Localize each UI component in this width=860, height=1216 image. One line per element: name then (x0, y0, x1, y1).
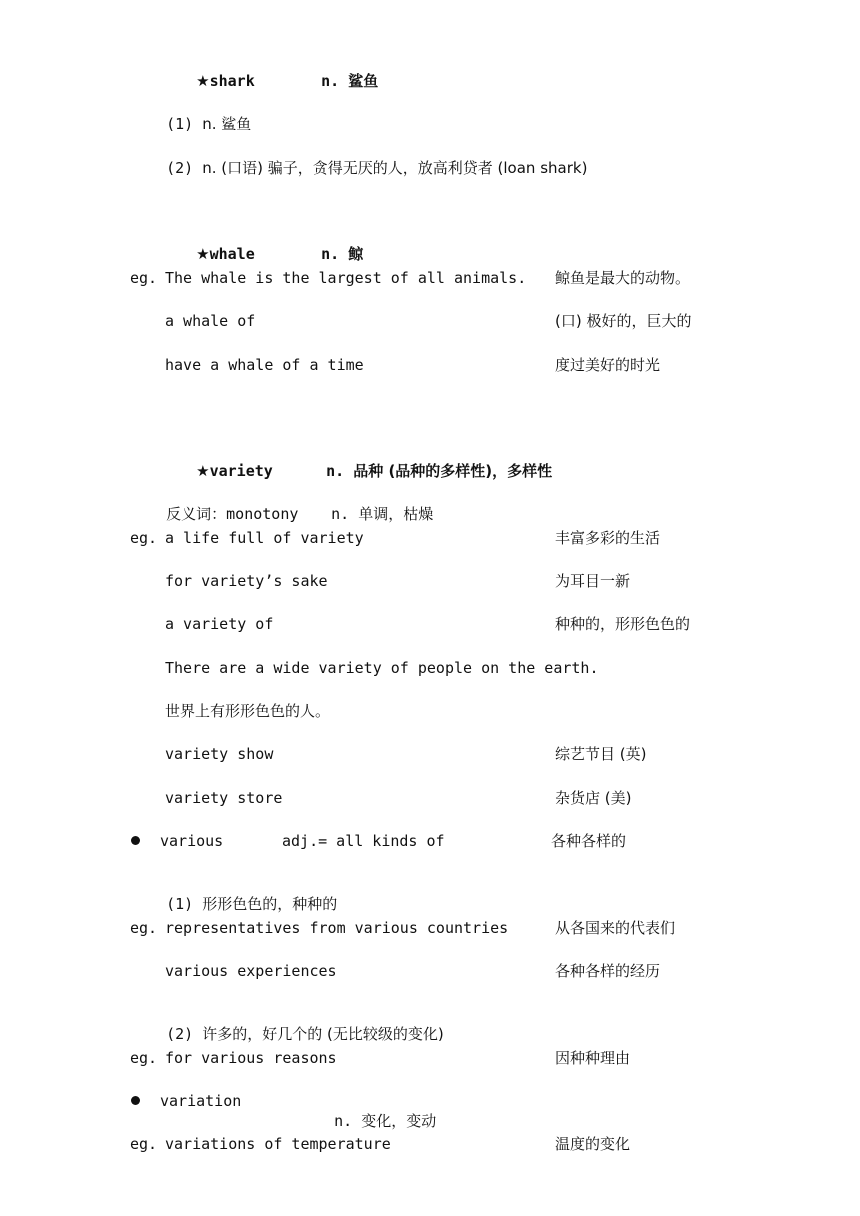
example-english: a life full of variety (165, 529, 364, 547)
example-chinese: 各种各样的经历 (555, 962, 661, 980)
phrase-english: variety show (165, 745, 274, 763)
example-chinese: 因种种理由 (555, 1049, 631, 1067)
example-prefix: eg. (130, 529, 158, 547)
example-english: The whale is the largest of all animals. (165, 269, 527, 287)
definition-line (130, 138, 587, 198)
example-sentence-chinese: 世界上有形形色色的人。 (165, 702, 331, 720)
sense-number: (1) (166, 115, 194, 133)
entry-pos (285, 51, 378, 111)
antonym-label: 反义词： (166, 505, 227, 523)
headword-meaning: 鲸 (348, 245, 364, 263)
example-english: a variety of (165, 615, 274, 633)
example-chinese: 丰富多彩的生活 (555, 529, 661, 547)
sense-text: 形形色色的，种种的 (202, 895, 338, 913)
bullet-icon (131, 836, 140, 845)
example-english: various experiences (165, 962, 337, 980)
star-icon: ★ (196, 462, 210, 480)
part-of-speech: n. (334, 1112, 353, 1130)
phrase-english: variety store (165, 789, 283, 807)
bullet-icon (131, 1096, 140, 1105)
headword-meaning: 鲨鱼 (348, 72, 379, 90)
example-prefix: eg. (130, 1049, 158, 1067)
headword: shark (209, 72, 255, 90)
example-chinese: 温度的变化 (555, 1135, 631, 1153)
sense-text: n. 鲨鱼 (202, 115, 252, 133)
subentry-meaning: 变化，变动 (361, 1112, 437, 1130)
sense-text: 许多的，好几个的 (无比较级的变化) (202, 1025, 444, 1043)
example-english: representatives from various countries (165, 919, 509, 937)
example-english: for variety’s sake (165, 572, 328, 590)
subentry-word: variation (160, 1092, 242, 1110)
sense-number: (1) (166, 895, 194, 913)
example-prefix: eg. (130, 269, 158, 287)
headword: variety (209, 462, 273, 480)
headword-meaning: 品种 (品种的多样性)，多样性 (353, 462, 553, 480)
subentry-pos: adj.= all kinds of (282, 832, 445, 850)
headword: whale (209, 245, 255, 263)
part-of-speech: n. (321, 72, 340, 90)
star-icon: ★ (196, 245, 210, 263)
example-chinese: 鲸鱼是最大的动物。 (555, 269, 691, 287)
example-sentence-english: There are a wide variety of people on the earth. (165, 659, 599, 677)
subentry-word: various (160, 832, 224, 850)
example-chinese: 为耳目一新 (555, 572, 631, 590)
phrase-chinese: 综艺节目 (英) (555, 745, 647, 763)
example-chinese: 度过美好的时光 (555, 356, 661, 374)
example-english: variations of temperature (165, 1135, 391, 1153)
star-icon: ★ (196, 72, 210, 90)
antonym-word: monotony (226, 505, 299, 523)
antonym-meaning: 单调，枯燥 (358, 505, 434, 523)
example-prefix: eg. (130, 919, 158, 937)
subentry-meaning: 各种各样的 (551, 832, 627, 850)
example-english: for various reasons (165, 1049, 337, 1067)
example-prefix: eg. (130, 1135, 158, 1153)
sense-number: (2) (166, 159, 194, 177)
phrase-chinese: 杂货店 (美) (555, 789, 632, 807)
example-chinese: (口) 极好的，巨大的 (555, 312, 692, 330)
part-of-speech: n. (321, 245, 340, 263)
example-english: a whale of (165, 312, 256, 330)
part-of-speech: n. (331, 505, 350, 523)
example-english: have a whale of a time (165, 356, 364, 374)
sense-number: (2) (166, 1025, 194, 1043)
example-chinese: 从各国来的代表们 (555, 919, 676, 937)
example-chinese: 种种的，形形色色的 (555, 615, 691, 633)
part-of-speech: n. (326, 462, 345, 480)
sense-text: n. (口语) 骗子，贪得无厌的人，放高利贷者 (loan shark) (202, 159, 588, 177)
